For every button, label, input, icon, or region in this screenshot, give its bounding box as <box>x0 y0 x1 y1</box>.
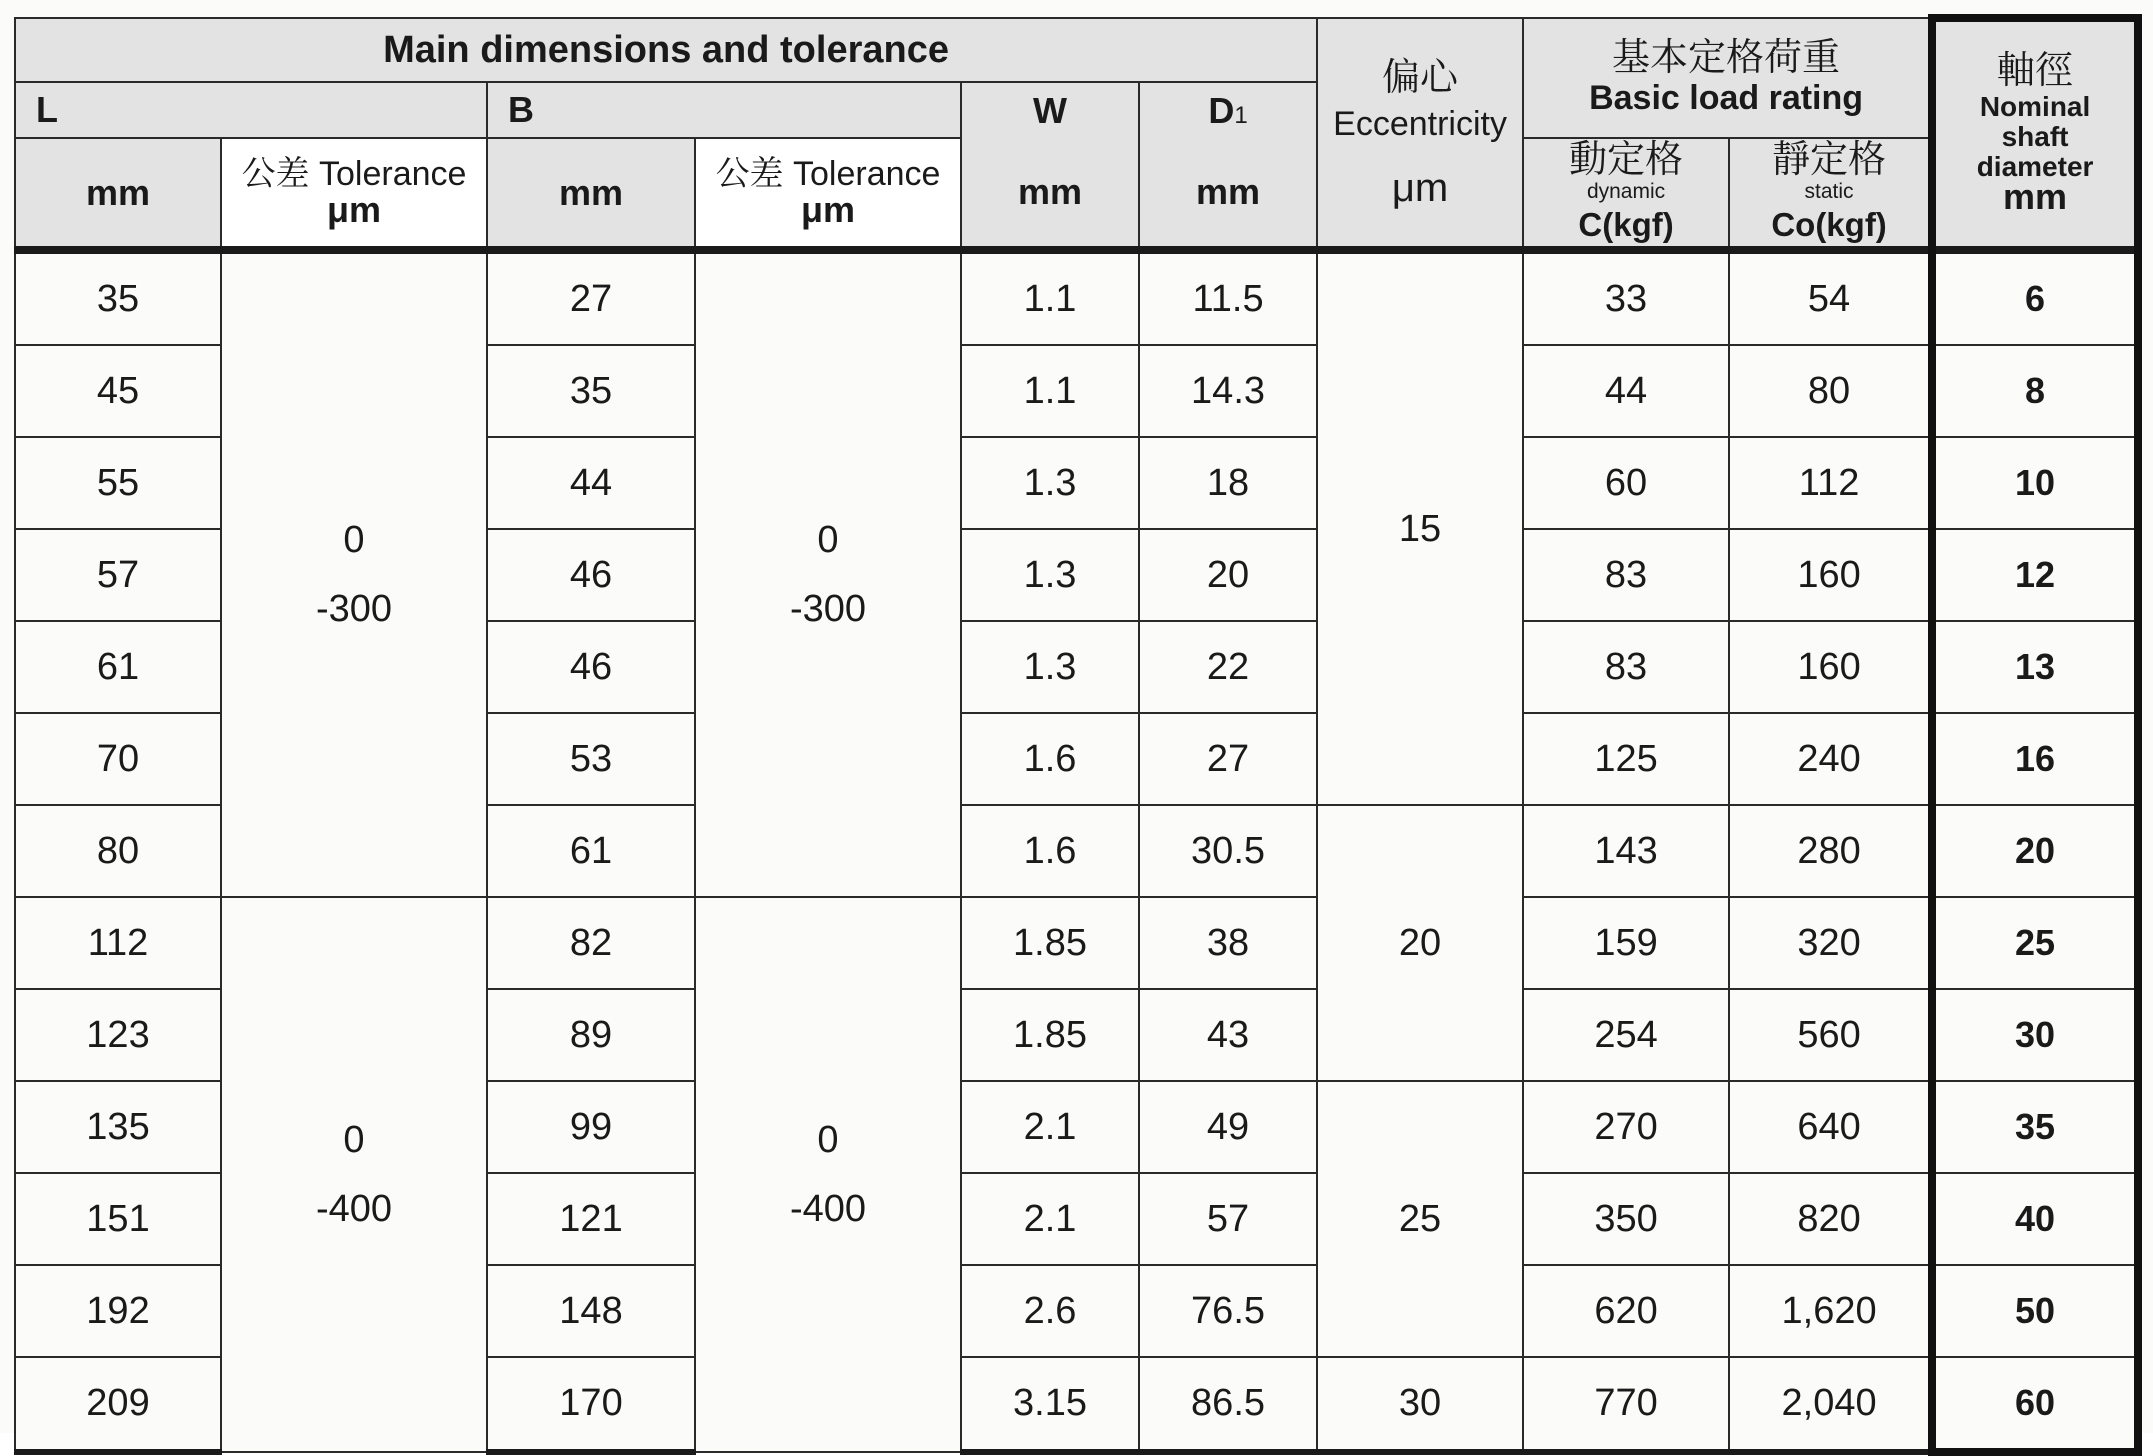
dynamic-cell: 44 <box>1523 345 1729 437</box>
B-tolerance-unit: μm <box>800 189 856 230</box>
dynamic-cell: 254 <box>1523 989 1729 1081</box>
table-row <box>15 250 2138 345</box>
B-tolerance-cjk: 公差 <box>715 155 784 193</box>
B-tol-upper: 0 <box>817 1118 839 1161</box>
eccentricity-header <box>1317 18 1523 250</box>
B-cell: 170 <box>487 1357 695 1452</box>
dynamic-cell: 770 <box>1523 1357 1729 1452</box>
W-cell: 2.1 <box>961 1081 1139 1173</box>
static-cell: 280 <box>1729 805 1932 897</box>
shaft-cell: 20 <box>1932 805 2138 897</box>
D1-cell: 57 <box>1139 1173 1317 1265</box>
D1-cell: 20 <box>1139 529 1317 621</box>
B-tolerance-en: Tolerance <box>793 155 941 193</box>
dynamic-cell: 620 <box>1523 1265 1729 1357</box>
shaft-cell: 35 <box>1932 1081 2138 1173</box>
B-cell: 99 <box>487 1081 695 1173</box>
B-cell: 46 <box>487 529 695 621</box>
B-cell: 35 <box>487 345 695 437</box>
L-cell: 151 <box>15 1173 221 1265</box>
B-cell: 89 <box>487 989 695 1081</box>
shaft-cell: 8 <box>1932 345 2138 437</box>
B-tol-lower: -300 <box>789 588 867 630</box>
main-dimensions-header: Main dimensions and tolerance <box>15 18 1317 82</box>
B-tol-lower: -400 <box>789 1187 867 1230</box>
dynamic-cell: 143 <box>1523 805 1729 897</box>
D1-cell: 18 <box>1139 437 1317 529</box>
shaft-en-1: Nominal <box>1979 91 2091 122</box>
L-tolerance-unit: μm <box>326 189 382 230</box>
W-cell: 1.6 <box>961 713 1139 805</box>
shaft-cell: 12 <box>1932 529 2138 621</box>
D1-mm-header: mm <box>1139 138 1317 250</box>
L-cell: 57 <box>15 529 221 621</box>
dynamic-header <box>1523 138 1729 250</box>
static-cell: 160 <box>1729 529 1932 621</box>
L-tolerance-en: Tolerance <box>319 155 467 193</box>
B-header: B <box>487 82 961 138</box>
L-mm-header: mm <box>15 138 221 250</box>
shaft-cell: 50 <box>1932 1265 2138 1357</box>
W-cell: 1.3 <box>961 529 1139 621</box>
D1-cell: 11.5 <box>1139 250 1317 345</box>
L-tolerance-group-1 <box>221 250 487 897</box>
static-cell: 160 <box>1729 621 1932 713</box>
dynamic-cell: 33 <box>1523 250 1729 345</box>
dynamic-cell: 159 <box>1523 897 1729 989</box>
dynamic-cell: 60 <box>1523 437 1729 529</box>
eccentricity-group-3: 25 <box>1317 1081 1523 1357</box>
W-cell: 1.1 <box>961 345 1139 437</box>
D1-subscript: 1 <box>1234 101 1248 129</box>
W-cell: 1.3 <box>961 621 1139 713</box>
dynamic-cell: 83 <box>1523 621 1729 713</box>
B-cell: 27 <box>487 250 695 345</box>
L-tol-lower: -400 <box>315 1187 393 1230</box>
L-cell: 70 <box>15 713 221 805</box>
W-cell: 1.3 <box>961 437 1139 529</box>
dynamic-unit: C(kgf) <box>1578 206 1674 243</box>
D1-cell: 30.5 <box>1139 805 1317 897</box>
shaft-diameter-header <box>1932 18 2138 250</box>
table-header <box>15 18 2138 250</box>
shaft-cell: 25 <box>1932 897 2138 989</box>
eccentricity-cjk: 偏心 <box>1382 56 1459 99</box>
shaft-unit: mm <box>2003 176 2068 217</box>
dynamic-cell: 350 <box>1523 1173 1729 1265</box>
D1-cell: 27 <box>1139 713 1317 805</box>
L-cell: 35 <box>15 250 221 345</box>
D1-label: D <box>1208 89 1235 131</box>
B-tol-upper: 0 <box>817 519 839 561</box>
basic-load-en: Basic load rating <box>1589 79 1864 117</box>
D1-cell: 22 <box>1139 621 1317 713</box>
L-tol-upper: 0 <box>343 519 365 561</box>
L-tolerance-header <box>221 138 487 250</box>
W-cell: 1.85 <box>961 989 1139 1081</box>
D1-cell: 38 <box>1139 897 1317 989</box>
L-cell: 45 <box>15 345 221 437</box>
B-cell: 46 <box>487 621 695 713</box>
W-header: W <box>961 82 1139 138</box>
B-cell: 44 <box>487 437 695 529</box>
shaft-cjk: 軸徑 <box>1997 50 2074 92</box>
shaft-cell: 40 <box>1932 1173 2138 1265</box>
D1-cell: 49 <box>1139 1081 1317 1173</box>
B-cell: 82 <box>487 897 695 989</box>
W-cell: 2.6 <box>961 1265 1139 1357</box>
D1-header <box>1139 82 1317 138</box>
L-header: L <box>15 82 487 138</box>
static-cell: 320 <box>1729 897 1932 989</box>
shaft-cell: 16 <box>1932 713 2138 805</box>
W-cell: 1.6 <box>961 805 1139 897</box>
static-cell: 54 <box>1729 250 1932 345</box>
dynamic-cjk: 動定格 <box>1569 139 1684 181</box>
L-cell: 135 <box>15 1081 221 1173</box>
L-cell: 61 <box>15 621 221 713</box>
W-cell: 1.85 <box>961 897 1139 989</box>
L-tol-lower: -300 <box>315 588 393 630</box>
W-cell: 1.1 <box>961 250 1139 345</box>
dynamic-en: dynamic <box>1586 180 1666 203</box>
static-en: static <box>1804 180 1854 203</box>
static-cell: 80 <box>1729 345 1932 437</box>
B-cell: 53 <box>487 713 695 805</box>
W-mm-header: mm <box>961 138 1139 250</box>
basic-load-cjk: 基本定格荷重 <box>1612 37 1841 79</box>
static-cell: 240 <box>1729 713 1932 805</box>
L-cell: 123 <box>15 989 221 1081</box>
dimension-table <box>14 14 2142 1456</box>
static-cell: 1,620 <box>1729 1265 1932 1357</box>
shaft-cell: 6 <box>1932 250 2138 345</box>
shaft-en-3: diameter <box>1976 151 2094 182</box>
L-cell: 55 <box>15 437 221 529</box>
eccentricity-en: Eccentricity <box>1333 104 1507 143</box>
L-tolerance-group-2 <box>221 897 487 1452</box>
shaft-cell: 60 <box>1932 1357 2138 1452</box>
dynamic-cell: 125 <box>1523 713 1729 805</box>
B-cell: 121 <box>487 1173 695 1265</box>
W-cell: 3.15 <box>961 1357 1139 1452</box>
static-cell: 820 <box>1729 1173 1932 1265</box>
B-mm-header: mm <box>487 138 695 250</box>
static-cell: 560 <box>1729 989 1932 1081</box>
shaft-cell: 13 <box>1932 621 2138 713</box>
static-cell: 2,040 <box>1729 1357 1932 1452</box>
static-unit: Co(kgf) <box>1771 206 1887 243</box>
L-cell: 192 <box>15 1265 221 1357</box>
L-cell: 209 <box>15 1357 221 1452</box>
D1-cell: 43 <box>1139 989 1317 1081</box>
table-body <box>15 250 2138 1452</box>
table-row <box>15 897 2138 989</box>
dynamic-cell: 270 <box>1523 1081 1729 1173</box>
B-tolerance-group-2 <box>695 897 961 1452</box>
eccentricity-unit: μm <box>1391 165 1449 210</box>
W-cell: 2.1 <box>961 1173 1139 1265</box>
D1-cell: 86.5 <box>1139 1357 1317 1452</box>
static-cjk: 靜定格 <box>1772 139 1887 181</box>
L-cell: 112 <box>15 897 221 989</box>
B-tolerance-group-1 <box>695 250 961 897</box>
shaft-cell: 10 <box>1932 437 2138 529</box>
eccentricity-group-1: 15 <box>1317 250 1523 805</box>
static-cell: 112 <box>1729 437 1932 529</box>
B-cell: 61 <box>487 805 695 897</box>
eccentricity-group-2: 20 <box>1317 805 1523 1081</box>
B-tolerance-header <box>695 138 961 250</box>
basic-load-header <box>1523 18 1932 138</box>
D1-cell: 76.5 <box>1139 1265 1317 1357</box>
dynamic-cell: 83 <box>1523 529 1729 621</box>
L-tol-upper: 0 <box>343 1118 365 1161</box>
L-tolerance-cjk: 公差 <box>241 155 310 193</box>
eccentricity-group-4: 30 <box>1317 1357 1523 1452</box>
shaft-cell: 30 <box>1932 989 2138 1081</box>
static-cell: 640 <box>1729 1081 1932 1173</box>
L-cell: 80 <box>15 805 221 897</box>
D1-cell: 14.3 <box>1139 345 1317 437</box>
shaft-en-2: shaft <box>2001 121 2069 152</box>
B-cell: 148 <box>487 1265 695 1357</box>
static-header <box>1729 138 1932 250</box>
